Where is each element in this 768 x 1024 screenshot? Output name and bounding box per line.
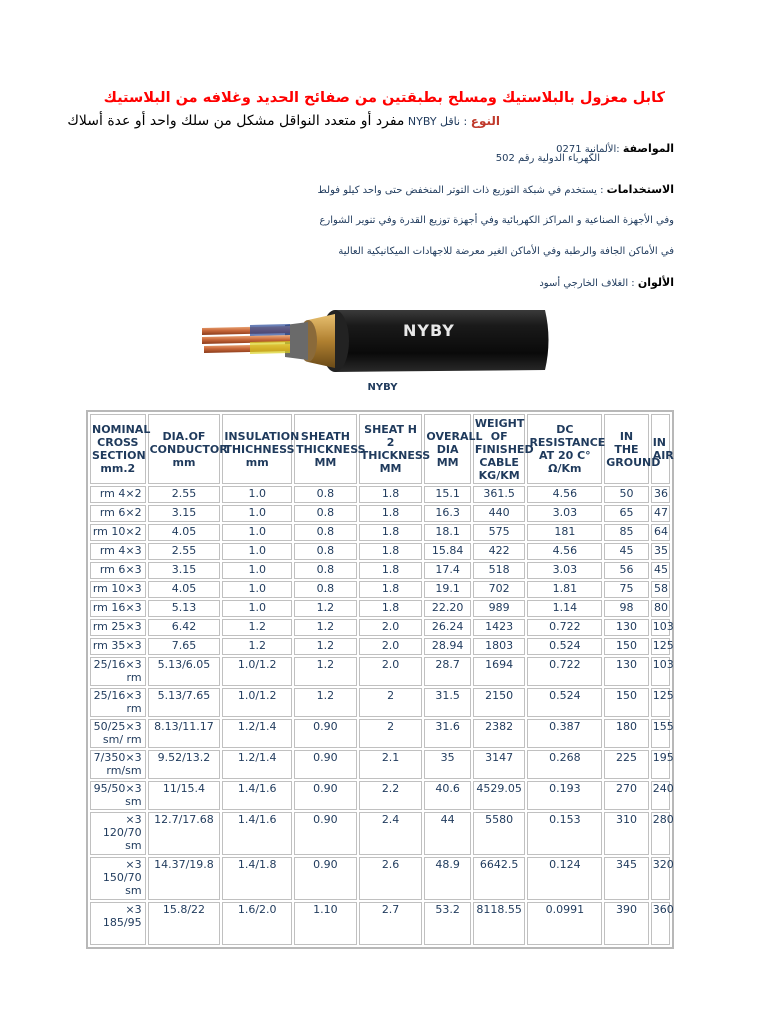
type-label: النوع	[470, 114, 500, 128]
table-cell: 3.15	[148, 562, 221, 579]
table-cell: 75	[604, 581, 648, 598]
table-header-cell: DIA.OF CONDUCTOR mm	[148, 414, 221, 484]
table-cell: 1.6/2.0	[222, 902, 292, 945]
table-cell: 2.0	[359, 657, 423, 686]
table-cell: 7.65	[148, 638, 221, 655]
table-row	[90, 505, 670, 522]
uses-row	[200, 183, 674, 196]
table-cell: 58	[651, 581, 670, 598]
table-cell: 2.55	[148, 486, 221, 503]
table-cell: 35	[651, 543, 670, 560]
table-cell: 1.2/1.4	[222, 719, 292, 748]
table-cell: 6.42	[148, 619, 221, 636]
table-cell: 1.2	[294, 657, 357, 686]
table-cell: 53.2	[424, 902, 470, 945]
cross-section-cell: 95/50×3 sm	[90, 781, 146, 810]
table-cell: 4529.05	[473, 781, 526, 810]
cross-section-cell: rm 4×3	[90, 543, 146, 560]
table-cell: 180	[604, 719, 648, 748]
table-cell: 11/15.4	[148, 781, 221, 810]
spec-line1: :الألمانية 0271	[556, 144, 623, 155]
table-cell: 1694	[473, 657, 526, 686]
table-cell: 2.0	[359, 638, 423, 655]
table-cell: 1.8	[359, 581, 423, 598]
table-cell: 1.0/1.2	[222, 657, 292, 686]
table-cell: 28.7	[424, 657, 470, 686]
table-cell: 440	[473, 505, 526, 522]
page-title: كابل معزول بالبلاستيك ومسلح بطبقتين من صفائح الحديد وغلافه من البلاستيك	[103, 90, 665, 106]
table-cell: 18.1	[424, 524, 470, 541]
table-cell: 1.14	[527, 600, 602, 617]
table-cell: 0.90	[294, 750, 357, 779]
table-cell: 2.2	[359, 781, 423, 810]
table-cell: 130	[604, 619, 648, 636]
cross-section-cell: 7/350×3 rm/sm	[90, 750, 146, 779]
table-cell: 1.2	[294, 600, 357, 617]
table-cell: 0.722	[527, 657, 602, 686]
table-cell: 270	[604, 781, 648, 810]
table-cell: 22.20	[424, 600, 470, 617]
cross-section-cell: ×3 120/70 sm	[90, 812, 146, 855]
table-cell: 19.1	[424, 581, 470, 598]
table-cell: 2.7	[359, 902, 423, 945]
table-cell: 2.6	[359, 857, 423, 900]
table-cell: 1.4/1.6	[222, 781, 292, 810]
table-cell: 0.90	[294, 781, 357, 810]
table-row	[90, 600, 670, 617]
table-cell: 45	[604, 543, 648, 560]
table-cell: 0.268	[527, 750, 602, 779]
table-cell: 1.0	[222, 543, 292, 560]
image-caption: NYBY	[367, 382, 398, 393]
table-cell: 50	[604, 486, 648, 503]
table-cell: 1.8	[359, 600, 423, 617]
table-row	[90, 638, 670, 655]
table-cell: 40.6	[424, 781, 470, 810]
uses-label: الاستخدامات	[606, 183, 674, 196]
table-cell: 45	[651, 562, 670, 579]
table-cell: 2.1	[359, 750, 423, 779]
table-cell: 1.0	[222, 524, 292, 541]
table-cell: 518	[473, 562, 526, 579]
table-header-cell: WEIGHT OF FINISHED CABLE KG/KM	[473, 414, 526, 484]
table-cell: 3.03	[527, 505, 602, 522]
table-cell: 1.8	[359, 486, 423, 503]
cross-section-cell: rm 16×3	[90, 600, 146, 617]
table-cell: 8.13/11.17	[148, 719, 221, 748]
table-cell: 1.2	[222, 619, 292, 636]
table-cell: 0.8	[294, 486, 357, 503]
table-cell: 360	[651, 902, 670, 945]
table-cell: 64	[651, 524, 670, 541]
cross-section-cell: rm 10×2	[90, 524, 146, 541]
table-cell: 320	[651, 857, 670, 900]
table-cell: 1.4/1.6	[222, 812, 292, 855]
table-header-cell: OVERALL DIA MM	[424, 414, 470, 484]
table-cell: 17.4	[424, 562, 470, 579]
cross-section-cell: 25/16×3 rm	[90, 688, 146, 717]
table-cell: 35	[424, 750, 470, 779]
type-line	[60, 110, 500, 129]
table-cell: 0.524	[527, 638, 602, 655]
table-cell: 0.90	[294, 857, 357, 900]
table-cell: 2.4	[359, 812, 423, 855]
table-cell: 1.8	[359, 505, 423, 522]
table-cell: 4.56	[527, 543, 602, 560]
table-cell: 36	[651, 486, 670, 503]
cross-section-cell: 25/16×3 rm	[90, 657, 146, 686]
table-cell: 14.37/19.8	[148, 857, 221, 900]
table-row	[90, 719, 670, 748]
table-cell: 0.387	[527, 719, 602, 748]
table-row	[90, 688, 670, 717]
table-header-cell: SHEAT H 2 THICKNESS MM	[359, 414, 423, 484]
table-cell: 103	[651, 619, 670, 636]
table-cell: 195	[651, 750, 670, 779]
table-cell: 65	[604, 505, 648, 522]
table-cell: 125	[651, 688, 670, 717]
table-cell: 2382	[473, 719, 526, 748]
table-cell: 0.90	[294, 812, 357, 855]
table-row	[90, 657, 670, 686]
cross-section-cell: rm 4×2	[90, 486, 146, 503]
table-cell: 1803	[473, 638, 526, 655]
table-cell: 575	[473, 524, 526, 541]
cross-section-cell: ×3 150/70 sm	[90, 857, 146, 900]
spec-label: المواصفة	[622, 142, 674, 155]
cable-spec-table	[86, 410, 674, 949]
table-cell: 130	[604, 657, 648, 686]
table-cell: 5.13/7.65	[148, 688, 221, 717]
table-row	[90, 581, 670, 598]
table-cell: 361.5	[473, 486, 526, 503]
table-cell: 155	[651, 719, 670, 748]
table-cell: 1.0	[222, 505, 292, 522]
table-header-cell: INSULATION THICHNESS mm	[222, 414, 292, 484]
cross-section-cell: 50/25×3 sm/ rm	[90, 719, 146, 748]
table-cell: 1.4/1.8	[222, 857, 292, 900]
uses-line2: وفي الأجهزة الصناعية و المراكز الكهربائية وفي أجهزة توزيع القدرة وفي تنوير الشوارع	[319, 215, 674, 226]
cross-section-cell: rm 35×3	[90, 638, 146, 655]
table-cell: 150	[604, 638, 648, 655]
table-cell: 3.03	[527, 562, 602, 579]
table-cell: 16.3	[424, 505, 470, 522]
table-cell: 1.0/1.2	[222, 688, 292, 717]
table-cell: 85	[604, 524, 648, 541]
table-row	[90, 812, 670, 855]
table-cell: 9.52/13.2	[148, 750, 221, 779]
table-cell: 0.8	[294, 581, 357, 598]
table-cell: 6642.5	[473, 857, 526, 900]
table-cell: 1.8	[359, 543, 423, 560]
table-cell: 2.55	[148, 543, 221, 560]
table-cell: 2.0	[359, 619, 423, 636]
type-prefix: : ناقل NYBY	[404, 115, 471, 128]
table-row	[90, 781, 670, 810]
spec-line2: الكهرباء الدولية رقم 502	[495, 153, 600, 164]
table-cell: 8118.55	[473, 902, 526, 945]
cable-print-label: NYBY	[403, 321, 455, 340]
table-cell: 0.8	[294, 524, 357, 541]
table-cell: 0.524	[527, 688, 602, 717]
table-cell: 1.2/1.4	[222, 750, 292, 779]
table-cell: 125	[651, 638, 670, 655]
table-cell: 12.7/17.68	[148, 812, 221, 855]
table-cell: 0.0991	[527, 902, 602, 945]
table-cell: 1.8	[359, 524, 423, 541]
table-cell: 31.6	[424, 719, 470, 748]
table-cell: 4.05	[148, 581, 221, 598]
table-body	[90, 486, 674, 945]
table-cell: 181	[527, 524, 602, 541]
table-cell: 0.193	[527, 781, 602, 810]
cross-section-cell: rm 6×2	[90, 505, 146, 522]
cross-section-cell: rm 25×3	[90, 619, 146, 636]
table-cell: 1.0	[222, 600, 292, 617]
table-cell: 31.5	[424, 688, 470, 717]
colors-row	[200, 276, 674, 289]
table-cell: 4.56	[527, 486, 602, 503]
table-cell: 1.8	[359, 562, 423, 579]
table-cell: 15.1	[424, 486, 470, 503]
table-cell: 26.24	[424, 619, 470, 636]
uses-line1: : يستخدم في شبكة التوزيع ذات التوتر المنخفض حتى واحد كيلو فولط	[317, 185, 607, 196]
table-cell: 1.2	[294, 688, 357, 717]
table-row	[90, 562, 670, 579]
table-cell: 0.8	[294, 562, 357, 579]
table-cell: 28.94	[424, 638, 470, 655]
table-cell: 1.81	[527, 581, 602, 598]
table-row	[90, 619, 670, 636]
table-cell: 1.2	[294, 638, 357, 655]
table-header-cell: IN THE GROUND	[604, 414, 648, 484]
uses-line3: في الأماكن الجافة والرطبة وفي الأماكن الغير معرضة للاجهادات الميكانيكية العالية	[338, 246, 674, 257]
table-cell: 15.84	[424, 543, 470, 560]
table-row	[90, 486, 670, 503]
table-row	[90, 902, 670, 945]
table-cell: 0.8	[294, 543, 357, 560]
table-cell: 1.0	[222, 486, 292, 503]
cross-section-cell: rm 6×3	[90, 562, 146, 579]
table-header-cell: DC RESISTANCE AT 20 C° Ω/Km	[527, 414, 602, 484]
cross-section-cell: rm 10×3	[90, 581, 146, 598]
table-cell: 0.90	[294, 719, 357, 748]
table-cell: 4.05	[148, 524, 221, 541]
table-cell: 103	[651, 657, 670, 686]
table-cell: 2	[359, 719, 423, 748]
table-row	[90, 524, 670, 541]
table-row	[90, 750, 670, 779]
table-cell: 240	[651, 781, 670, 810]
colors-text: : الغلاف الخارجي أسود	[539, 278, 638, 289]
table-cell: 1.0	[222, 562, 292, 579]
table-cell: 150	[604, 688, 648, 717]
table-row	[90, 857, 670, 900]
table-cell: 280	[651, 812, 670, 855]
table-cell: 2	[359, 688, 423, 717]
table-cell: 1423	[473, 619, 526, 636]
table-cell: 422	[473, 543, 526, 560]
colors-label: الألوان	[637, 276, 674, 289]
table-cell: 80	[651, 600, 670, 617]
cable-image	[190, 300, 555, 380]
table-cell: 0.8	[294, 505, 357, 522]
table-cell: 390	[604, 902, 648, 945]
table-cell: 0.153	[527, 812, 602, 855]
table-cell: 0.124	[527, 857, 602, 900]
table-header-row	[90, 414, 670, 484]
table-cell: 3147	[473, 750, 526, 779]
table-cell: 310	[604, 812, 648, 855]
table-cell: 1.10	[294, 902, 357, 945]
table-cell: 44	[424, 812, 470, 855]
table-cell: 5.13	[148, 600, 221, 617]
table-header-cell: IN AIR	[651, 414, 670, 484]
table-header-cell: NOMINAL CROSS SECTION mm.2	[90, 414, 146, 484]
cross-section-cell: ×3 185/95	[90, 902, 146, 945]
table-cell: 5580	[473, 812, 526, 855]
table-cell: 98	[604, 600, 648, 617]
table-cell: 1.0	[222, 581, 292, 598]
table-cell: 5.13/6.05	[148, 657, 221, 686]
table-cell: 989	[473, 600, 526, 617]
table-cell: 2150	[473, 688, 526, 717]
table-row	[90, 543, 670, 560]
table-cell: 1.2	[294, 619, 357, 636]
table-cell: 345	[604, 857, 648, 900]
table-cell: 47	[651, 505, 670, 522]
table-cell: 3.15	[148, 505, 221, 522]
table-cell: 1.2	[222, 638, 292, 655]
type-description: مفرد أو متعدد النواقل مشكل من سلك واحد أو عدة أسلاك	[67, 113, 405, 129]
table-header-cell: SHEATH THICKNESS MM	[294, 414, 357, 484]
table-cell: 702	[473, 581, 526, 598]
table-cell: 15.8/22	[148, 902, 221, 945]
table-cell: 56	[604, 562, 648, 579]
table-cell: 225	[604, 750, 648, 779]
table-cell: 0.722	[527, 619, 602, 636]
table-cell: 48.9	[424, 857, 470, 900]
